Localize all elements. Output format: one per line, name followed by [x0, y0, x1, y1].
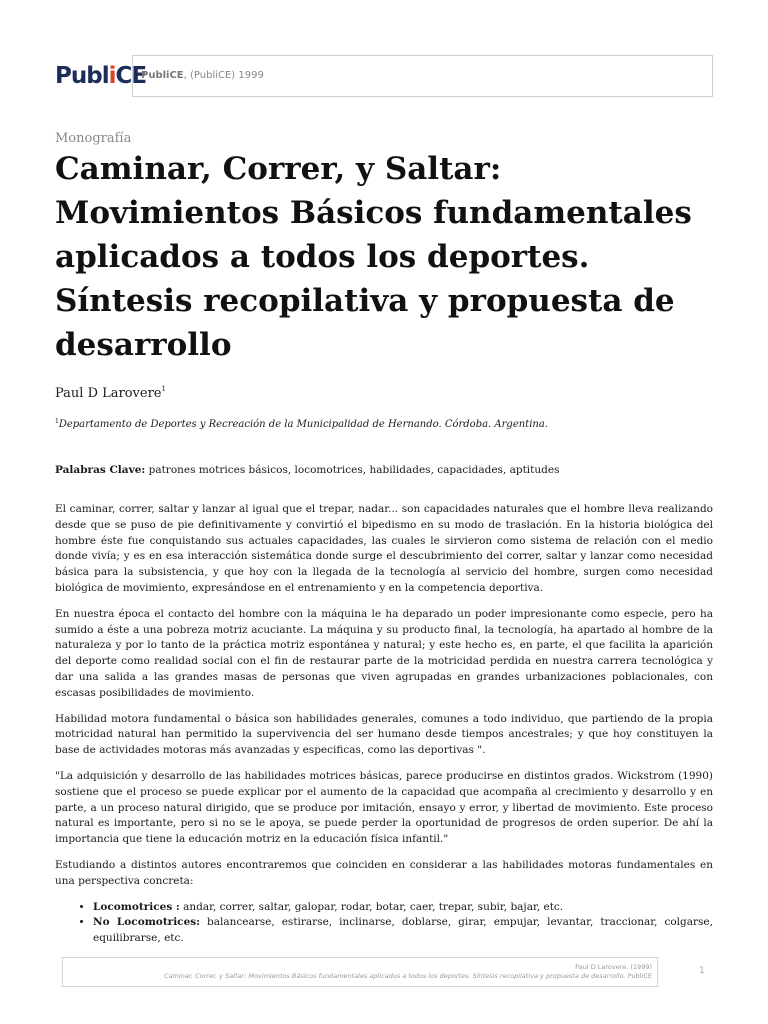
- document-type: Monografía: [55, 131, 132, 146]
- list-item-label: No Locomotrices:: [93, 916, 201, 929]
- author-line: [55, 385, 166, 401]
- affiliation-line: [55, 418, 548, 430]
- affiliation-superscript: 1: [55, 418, 59, 425]
- page-header: [55, 55, 713, 97]
- author-superscript: 1: [161, 385, 166, 393]
- list-item: [93, 915, 713, 947]
- article-title: Caminar, Correr, y Saltar: Movimientos Básicos fundamentales aplicados a todos los deportes. Síntesis recopilativa y propuesta de desarrollo: [55, 151, 692, 363]
- keywords-line: [55, 464, 559, 476]
- page-footer: [62, 957, 658, 987]
- paragraph-5: Estudiando a distintos autores encontraremos que coinciden en considerar a las habilidades motoras fundamentales en una perspectiva concreta:: [55, 858, 713, 887]
- affiliation-text: Departamento de Deportes y Recreación de la Municipalidad de Hernando. Córdoba. Argentina.: [58, 419, 548, 430]
- author-name: Paul D Larovere: [55, 386, 162, 401]
- skills-list: [55, 900, 713, 947]
- paragraph-3: Habilidad motora fundamental o básica son habilidades generales, comunes a todo individuo, que partiendo de la propia motricidad natural han permitido la supervivencia del ser humano desde tiempos ancestrales; y que hoy constituyen la base de actividades motoras más avanzadas y especificas, como las deportivas ".: [55, 712, 713, 757]
- keywords-text: patrones motrices básicos, locomotrices, habilidades, capacidades, aptitudes: [145, 464, 560, 476]
- journal-info: , (PubliCE) 1999: [183, 70, 264, 81]
- list-item-text: balancearse, estirarse, inclinarse, doblarse, girar, empujar, levantar, traccionar, colgarse, equilibrarse, etc.: [93, 916, 713, 945]
- journal-name: PubliCE: [141, 70, 184, 81]
- paragraph-4: "La adquisición y desarrollo de las habilidades motrices básicas, parece producirse en distintos grados. Wickstrom (1990) sostiene que el proceso se puede explicar por el aumento de la capacidad que acompaña al crecimiento y desarrollo y en parte, a un proceso natural dirigido, que se produce por imitación, ensayo y error, y libertad de movimiento. Este proceso natural es importante, pero si no se le apoya, se puede perder la oportunidad de progresos de orden superior. De ahí la importancia que tiene la educación motriz en la educación física infantil.": [55, 769, 713, 846]
- logo-text-main: Publ: [55, 63, 109, 89]
- footer-title-line: [164, 972, 652, 980]
- keywords-label: Palabras Clave:: [55, 464, 146, 476]
- journal-info-box: [132, 55, 713, 97]
- footer-journal: PubliCE: [625, 972, 652, 980]
- footer-title: Caminar, Correr, y Saltar: Movimientos Básicos fundamentales aplicados a todos los deportes. Síntesis recopilativa y propuesta de desarrollo.: [164, 972, 626, 980]
- list-item-text: andar, correr, saltar, galopar, rodar, botar, caer, trepar, subir, bajar, etc.: [179, 900, 564, 913]
- list-item: [93, 900, 713, 916]
- footer-citation: Paul D Larovere. (1999): [575, 963, 652, 971]
- page-number: 1: [699, 966, 705, 976]
- paragraph-2: En nuestra época el contacto del hombre con la máquina le ha deparado un poder impresionante como especie, pero ha sumido a éste a una pobreza motriz acuciante. La máquina y su producto final, la tecnología, ha apartado al hombre de la naturaleza y por lo tanto de la práctica motriz espontánea y natural; y este hecho es, en parte, el que facilita la aparición del deporte como realidad social con el fin de restaurar parte de la motricidad perdida en nuestra carrera tecnológica y dar una salida a las grandes masas de personas que viven agrupadas en grandes urbanizaciones poblacionales, con escasas posibilidades de movimiento.: [55, 607, 713, 699]
- paragraph-1: El caminar, correr, saltar y lanzar al igual que el trepar, nadar... son capacidades naturales que el hombre lleva realizando desde que se puso de pie definitivamente y convirtió el bipedismo en su modo de traslación. En la historia biológica del hombre éste fue conquistando sus actuales capacidades, las cuales le sirvieron como sistema de relación con el medio donde vivía; y es en esa interacción sistemática donde surge el descubrimiento del correr, saltar y lanzar como necesidad básica para la subsistencia, y que hoy con la llegada de la tecnología al servicio del hombre, surgen como necesidad biológica de movimiento, expresándose en el entrenamiento y en la competencia deportiva.: [55, 503, 713, 594]
- list-item-label: Locomotrices :: [93, 900, 180, 913]
- logo-text-accent: i: [108, 63, 116, 89]
- logo-text-end: CE: [115, 63, 147, 89]
- article-body: [55, 502, 713, 947]
